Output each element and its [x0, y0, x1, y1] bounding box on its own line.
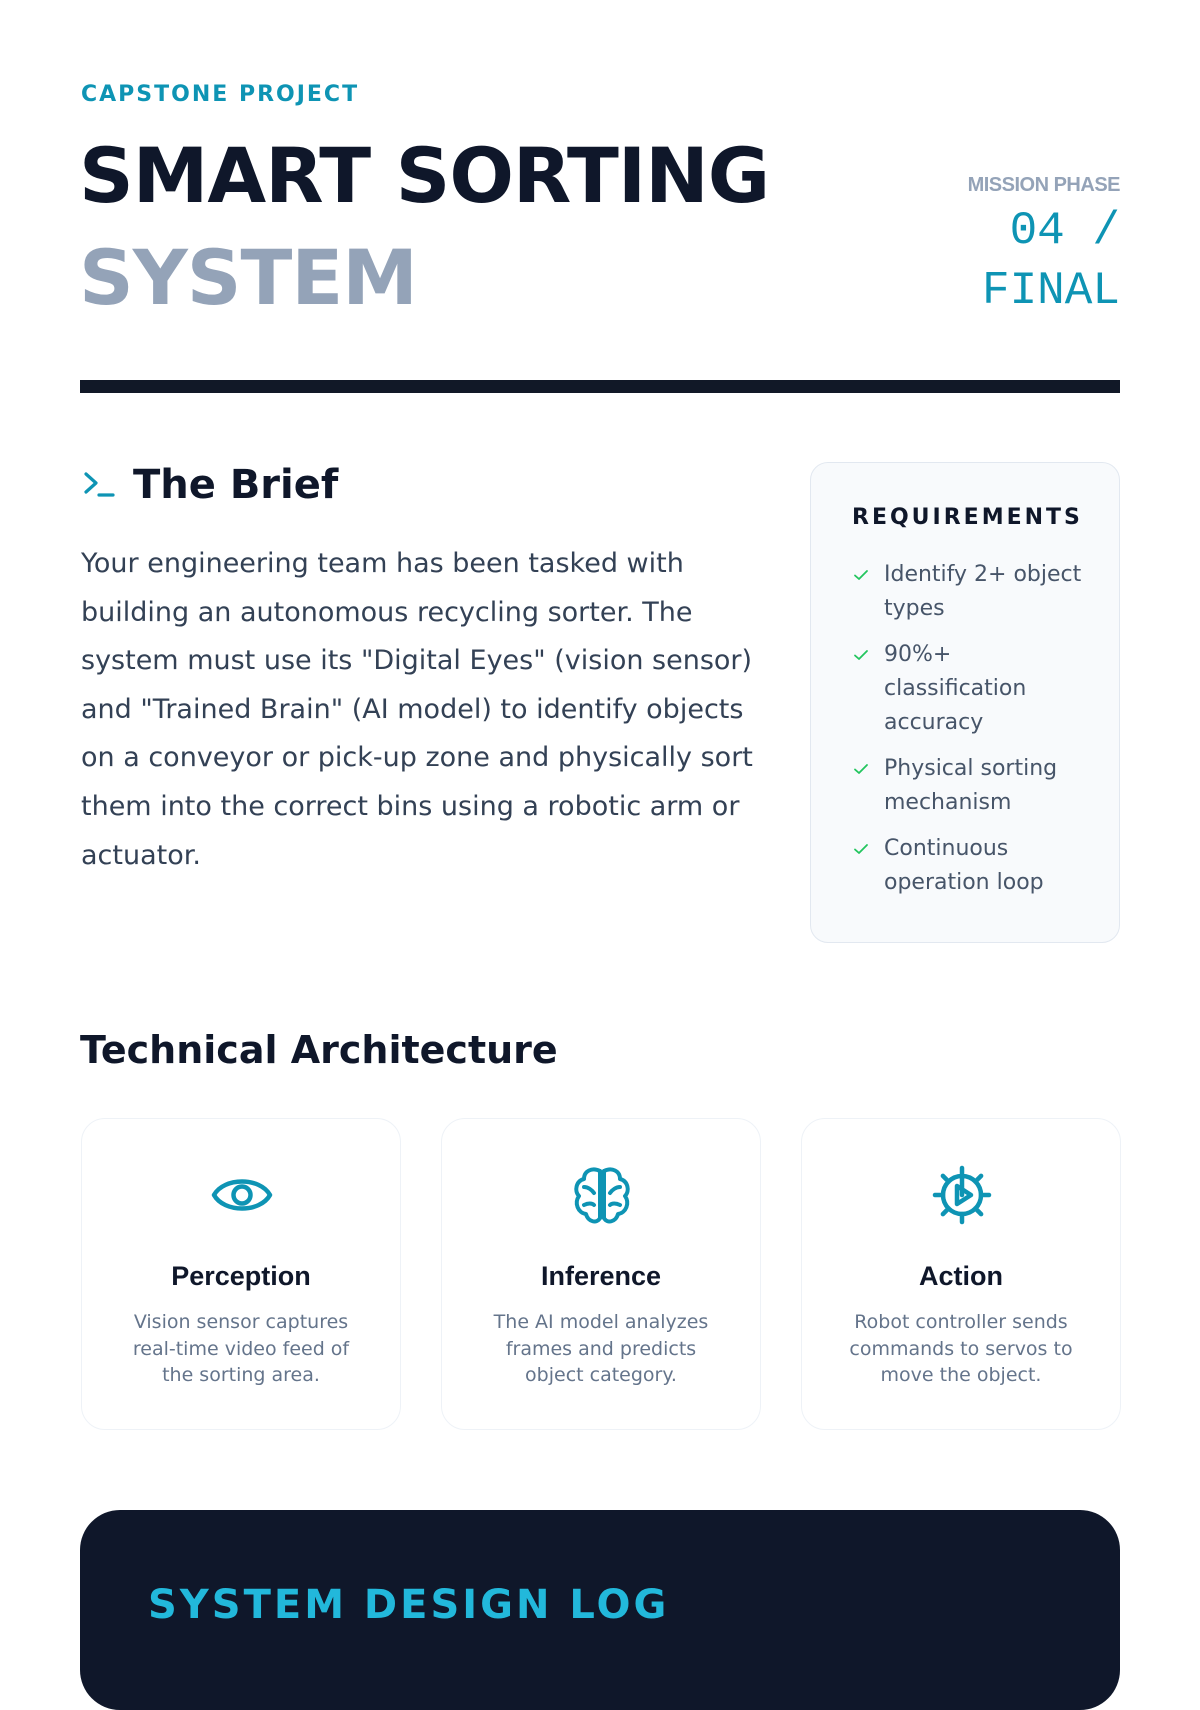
requirement-item [852, 558, 1091, 626]
terminal-prompt-icon [81, 468, 115, 502]
check-icon [852, 840, 870, 858]
system-design-log-panel [80, 1510, 1120, 1710]
brain-icon [570, 1163, 634, 1227]
requirement-text: Physical sorting mechanism [884, 756, 1058, 815]
gear-icon [930, 1163, 994, 1227]
mission-phase [960, 174, 1120, 321]
requirement-text: Continuous operation loop [884, 836, 1044, 895]
page-title-line-1: SMART SORTING [79, 131, 770, 220]
requirements-list [852, 558, 1091, 900]
check-icon [852, 566, 870, 584]
architecture-card-inference [441, 1118, 761, 1430]
brief-heading [81, 462, 338, 508]
check-icon [852, 760, 870, 778]
check-icon [852, 646, 870, 664]
architecture-card-description: The AI model analyzes frames and predicts object category. [493, 1311, 709, 1386]
architecture-title: Technical Architecture [80, 1028, 558, 1072]
requirement-item [852, 832, 1091, 900]
eye-icon [210, 1163, 274, 1227]
architecture-card-description: Vision sensor captures real-time video feed of the sorting area. [132, 1311, 350, 1386]
eyebrow-label: CAPSTONE PROJECT [81, 82, 360, 107]
architecture-card-perception [81, 1118, 401, 1430]
requirement-item [852, 752, 1091, 820]
requirement-text: Identify 2+ object types [884, 562, 1082, 621]
architecture-card-description: Robot controller sends commands to servos to move the object. [849, 1311, 1073, 1386]
requirement-text: 90%+ classification accuracy [884, 642, 1027, 735]
mission-phase-label: MISSION PHASE [967, 174, 1120, 196]
requirement-item [852, 638, 1091, 740]
system-design-log-title: SYSTEM DESIGN LOG [148, 1582, 670, 1628]
architecture-card-name: Inference [540, 1261, 662, 1291]
architecture-card-name: Perception [171, 1261, 311, 1291]
brief-text: Your engineering team has been tasked with building an autonomous recycling sorter. The system must use its "Digital Eyes" (vision sensor) and "Trained Brain" (AI model) to identify objects on a conveyor or pick-up zone and physically sort them into the correct bins using a robotic arm or actuator. [81, 548, 753, 871]
requirements-card [810, 462, 1120, 943]
header-divider [80, 380, 1120, 393]
page-title-line-2: SYSTEM [79, 233, 417, 322]
architecture-card-action [801, 1118, 1121, 1430]
requirements-title: REQUIREMENTS [852, 505, 1083, 530]
mission-phase-value: 04 / FINAL [981, 205, 1120, 317]
architecture-card-name: Action [919, 1261, 1003, 1291]
brief-title: The Brief [133, 462, 339, 508]
